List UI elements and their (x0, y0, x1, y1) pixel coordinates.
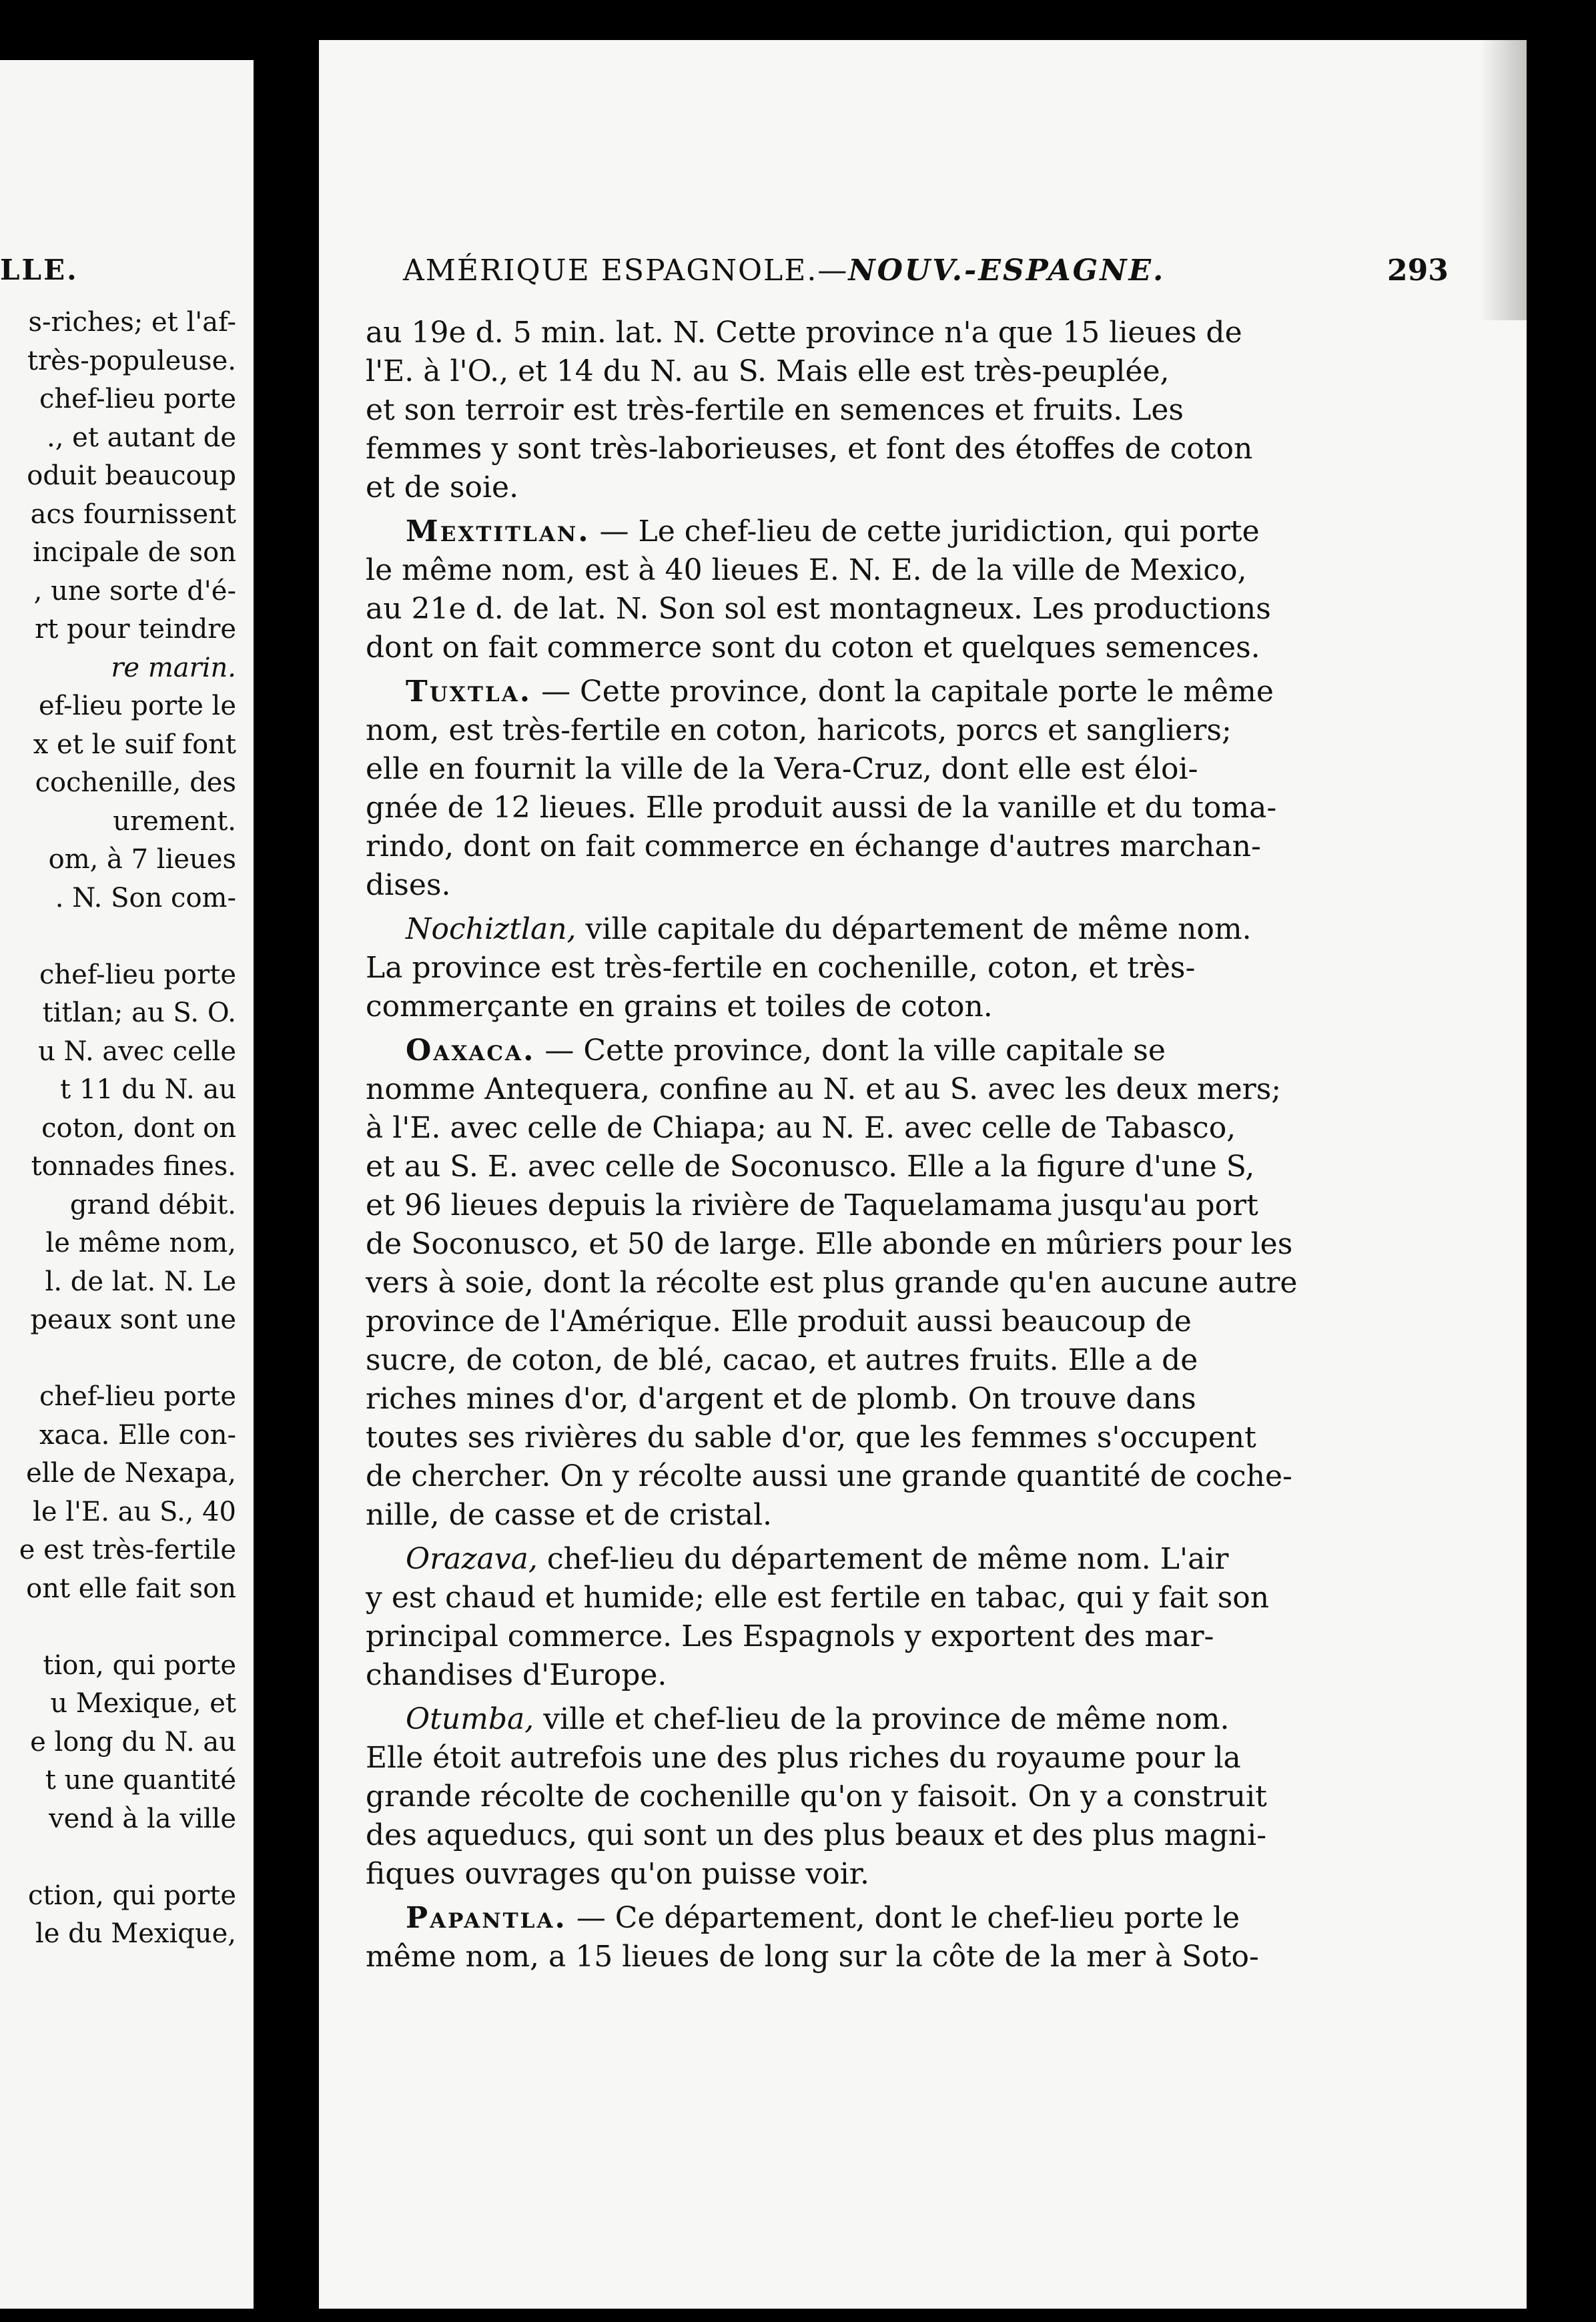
paragraph (366, 910, 1527, 1026)
left-page-line: chef-lieu porte (39, 384, 236, 414)
text-line (366, 789, 1527, 827)
page-body (366, 314, 1527, 1982)
text-line (366, 1540, 1527, 1579)
text-line (366, 866, 1527, 905)
entry-heading: Mextitlan. (406, 514, 590, 548)
entry-heading: Nochiztlan, (406, 912, 576, 946)
text-line (366, 1579, 1527, 1617)
left-page-line: tonnades fines. (31, 1151, 236, 1182)
text-line (366, 988, 1527, 1026)
running-head (403, 254, 1527, 288)
text-line (366, 711, 1527, 750)
text-line (366, 1899, 1527, 1938)
left-running-head: LLE. (0, 254, 79, 286)
line-text: et de soie. (366, 470, 519, 504)
left-page-line: incipale de son (33, 537, 236, 568)
line-text: et son terroir est très-fertile en semences et fruits. Les (366, 393, 1184, 427)
text-line (366, 1380, 1527, 1419)
left-page-line: ction, qui porte (28, 1880, 236, 1911)
paragraph (366, 1032, 1527, 1535)
text-line (366, 1070, 1527, 1109)
text-line (366, 430, 1527, 468)
text-line (366, 1496, 1527, 1535)
text-line (366, 1778, 1527, 1816)
line-text: Elle étoit autrefois une des plus riches du royaume pour la (366, 1741, 1241, 1775)
left-page-line: rt pour teindre (35, 614, 236, 645)
text-line (366, 1341, 1527, 1380)
left-page-line: chef-lieu porte (39, 1381, 236, 1412)
left-page-line: l. de lat. N. Le (45, 1266, 236, 1297)
line-text: de chercher. On y récolte aussi une grande quantité de coche- (366, 1459, 1292, 1493)
text-line (366, 590, 1527, 629)
line-text: nille, de casse et de cristal. (366, 1498, 773, 1532)
left-page-line: très-populeuse. (27, 345, 236, 376)
left-page-line: ef-lieu porte le (38, 691, 236, 721)
left-page-line: titlan; au S. O. (42, 998, 236, 1028)
left-page-line: , une sorte d'é- (33, 575, 236, 607)
text-line (366, 1816, 1527, 1855)
line-text: elle en fournit la ville de la Vera-Cruz, dont elle est éloi- (366, 752, 1198, 786)
left-page-line: e est très-fertile (19, 1535, 236, 1565)
text-line (366, 1656, 1527, 1695)
line-text: sucre, de coton, de blé, cacao, et autres fruits. Elle a de (366, 1343, 1198, 1377)
line-text: l'E. à l'O., et 14 du N. au S. Mais elle est très-peuplée, (366, 354, 1170, 388)
text-line (366, 352, 1527, 391)
line-text: femmes y sont très-laborieuses, et font des étoffes de coton (366, 432, 1253, 466)
left-page-line: le même nom, (45, 1228, 236, 1258)
right-page (319, 40, 1527, 2309)
line-text: y est chaud et humide; elle est fertile en tabac, qui y fait son (366, 1581, 1270, 1615)
left-page-line: urement. (113, 805, 236, 837)
text-line (366, 1700, 1527, 1739)
line-text: principal commerce. Les Espagnols y exportent des mar- (366, 1619, 1214, 1653)
running-head-title: AMÉRIQUE ESPAGNOLE.— (403, 254, 849, 288)
line-text: dont on fait commerce sont du coton et quelques semences. (366, 631, 1260, 665)
left-page-line: re marin. (111, 652, 236, 683)
entry-heading: Oaxaca. (406, 1034, 536, 1068)
book-gutter (254, 0, 320, 2322)
paragraph (366, 314, 1527, 507)
text-line (366, 629, 1527, 667)
line-text: rindo, dont on fait commerce en échange d'autres marchan- (366, 829, 1261, 863)
left-page-line: xaca. Elle con- (39, 1419, 236, 1451)
left-page-line: e long du N. au (30, 1726, 236, 1758)
text-line (366, 468, 1527, 507)
paragraph (366, 512, 1527, 667)
left-page-line: acs fournissent (30, 498, 236, 530)
text-line (366, 391, 1527, 430)
line-text: au 19e d. 5 min. lat. N. Cette province n'a que 15 lieues de (366, 316, 1242, 350)
line-text: riches mines d'or, d'argent et de plomb. On trouve dans (366, 1382, 1196, 1416)
text-line (366, 1264, 1527, 1302)
line-text: toutes ses rivières du sable d'or, que les femmes s'occupent (366, 1421, 1256, 1455)
left-page-line: tion, qui porte (43, 1649, 236, 1681)
paragraph (366, 1899, 1527, 1976)
left-page-line: chef-lieu porte (39, 959, 236, 990)
left-page-line: coton, dont on (41, 1112, 236, 1144)
line-text: fiques ouvrages qu'on puisse voir. (366, 1857, 869, 1891)
line-text: province de l'Amérique. Elle produit aussi beaucoup de (366, 1304, 1192, 1338)
line-text: ville et chef-lieu de la province de même nom. (534, 1702, 1230, 1736)
left-page-line: s-riches; et l'af- (28, 307, 236, 338)
text-line (366, 1148, 1527, 1186)
left-page-line: u Mexique, et (50, 1688, 236, 1719)
line-text: grande récolte de cochenille qu'on y faisoit. On y a construit (366, 1780, 1267, 1814)
text-line (366, 1186, 1527, 1225)
paragraph (366, 1700, 1527, 1894)
line-text: gnée de 12 lieues. Elle produit aussi de la vanille et du toma- (366, 791, 1277, 825)
paragraph (366, 1540, 1527, 1695)
text-line (366, 1938, 1527, 1976)
line-text: La province est très-fertile en cochenille, coton, et très- (366, 951, 1196, 985)
line-text: et 96 lieues depuis la rivière de Taquelamama jusqu'au port (366, 1188, 1258, 1222)
left-page-line: le du Mexique, (35, 1918, 236, 1949)
line-text: nomme Antequera, confine au N. et au S. avec les deux mers; (366, 1072, 1282, 1106)
left-page-line: vend à la ville (49, 1803, 236, 1834)
text-line (366, 1032, 1527, 1070)
line-text: au 21e d. de lat. N. Son sol est montagneux. Les productions (366, 592, 1271, 626)
text-line (366, 949, 1527, 988)
text-line (366, 1302, 1527, 1341)
text-line (366, 1419, 1527, 1457)
text-line (366, 1457, 1527, 1496)
left-page-line: peaux sont une (30, 1304, 236, 1335)
paragraph (366, 673, 1527, 905)
line-text: dises. (366, 868, 451, 902)
line-text: — Cette province, dont la capitale porte le même (532, 675, 1274, 709)
line-text: même nom, a 15 lieues de long sur la côte de la mer à Soto- (366, 1940, 1259, 1974)
text-line (366, 1617, 1527, 1656)
text-line (366, 512, 1527, 551)
left-page-line: t une quantité (45, 1765, 236, 1796)
left-page-line: x et le suif font (33, 729, 236, 760)
line-text: à l'E. avec celle de Chiapa; au N. E. avec celle de Tabasco, (366, 1111, 1236, 1145)
entry-heading: Tuxtla. (406, 675, 532, 709)
left-page-line: t 11 du N. au (60, 1074, 236, 1105)
line-text: — Ce département, dont le chef-lieu porte le (566, 1901, 1240, 1935)
text-line (366, 1855, 1527, 1894)
line-text: le même nom, est à 40 lieues E. N. E. de la ville de Mexico, (366, 553, 1247, 587)
line-text: — Le chef-lieu de cette juridiction, qui porte (590, 514, 1260, 548)
entry-heading: Orazava, (406, 1542, 538, 1576)
left-page-fragment (0, 60, 254, 2309)
left-page-line: u N. avec celle (38, 1036, 236, 1067)
entry-heading: Otumba, (406, 1702, 534, 1736)
left-page-line: om, à 7 lieues (48, 844, 236, 875)
line-text: de Soconusco, et 50 de large. Elle abonde en mûriers pour les (366, 1227, 1293, 1261)
line-text: chef-lieu du département de même nom. L'air (537, 1542, 1229, 1576)
entry-heading: Papantla. (406, 1901, 567, 1935)
page-number: 293 (1387, 254, 1449, 288)
text-line (366, 1225, 1527, 1264)
line-text: vers à soie, dont la récolte est plus grande qu'en aucune autre (366, 1266, 1298, 1300)
text-line (366, 910, 1527, 949)
line-text: commerçante en grains et toiles de coton. (366, 990, 993, 1024)
text-line (366, 1109, 1527, 1148)
text-line (366, 750, 1527, 789)
text-line (366, 551, 1527, 590)
running-head-section: NOUV.-ESPAGNE. (848, 254, 1166, 288)
line-text: ville capitale du département de même nom. (576, 912, 1252, 946)
line-text: chandises d'Europe. (366, 1658, 667, 1692)
left-page-line: ., et autant de (47, 422, 236, 453)
text-line (366, 673, 1527, 711)
line-text: nom, est très-fertile en coton, haricots, porcs et sangliers; (366, 713, 1232, 747)
left-page-line: elle de Nexapa, (26, 1458, 236, 1489)
text-line (366, 827, 1527, 866)
left-page-line: le l'E. au S., 40 (33, 1496, 236, 1527)
left-page-line: . N. Son com- (55, 882, 236, 913)
left-page-line: cochenille, des (35, 767, 236, 798)
left-page-line: ont elle fait son (26, 1573, 236, 1604)
line-text: des aqueducs, qui sont un des plus beaux et des plus magni- (366, 1818, 1267, 1852)
left-page-line: oduit beaucoup (27, 460, 236, 491)
line-text: et au S. E. avec celle de Soconusco. Elle a la figure d'une S, (366, 1150, 1255, 1184)
text-line (366, 314, 1527, 352)
text-line (366, 1739, 1527, 1778)
line-text: — Cette province, dont la ville capitale se (535, 1034, 1166, 1068)
left-page-line: grand débit. (69, 1189, 236, 1220)
